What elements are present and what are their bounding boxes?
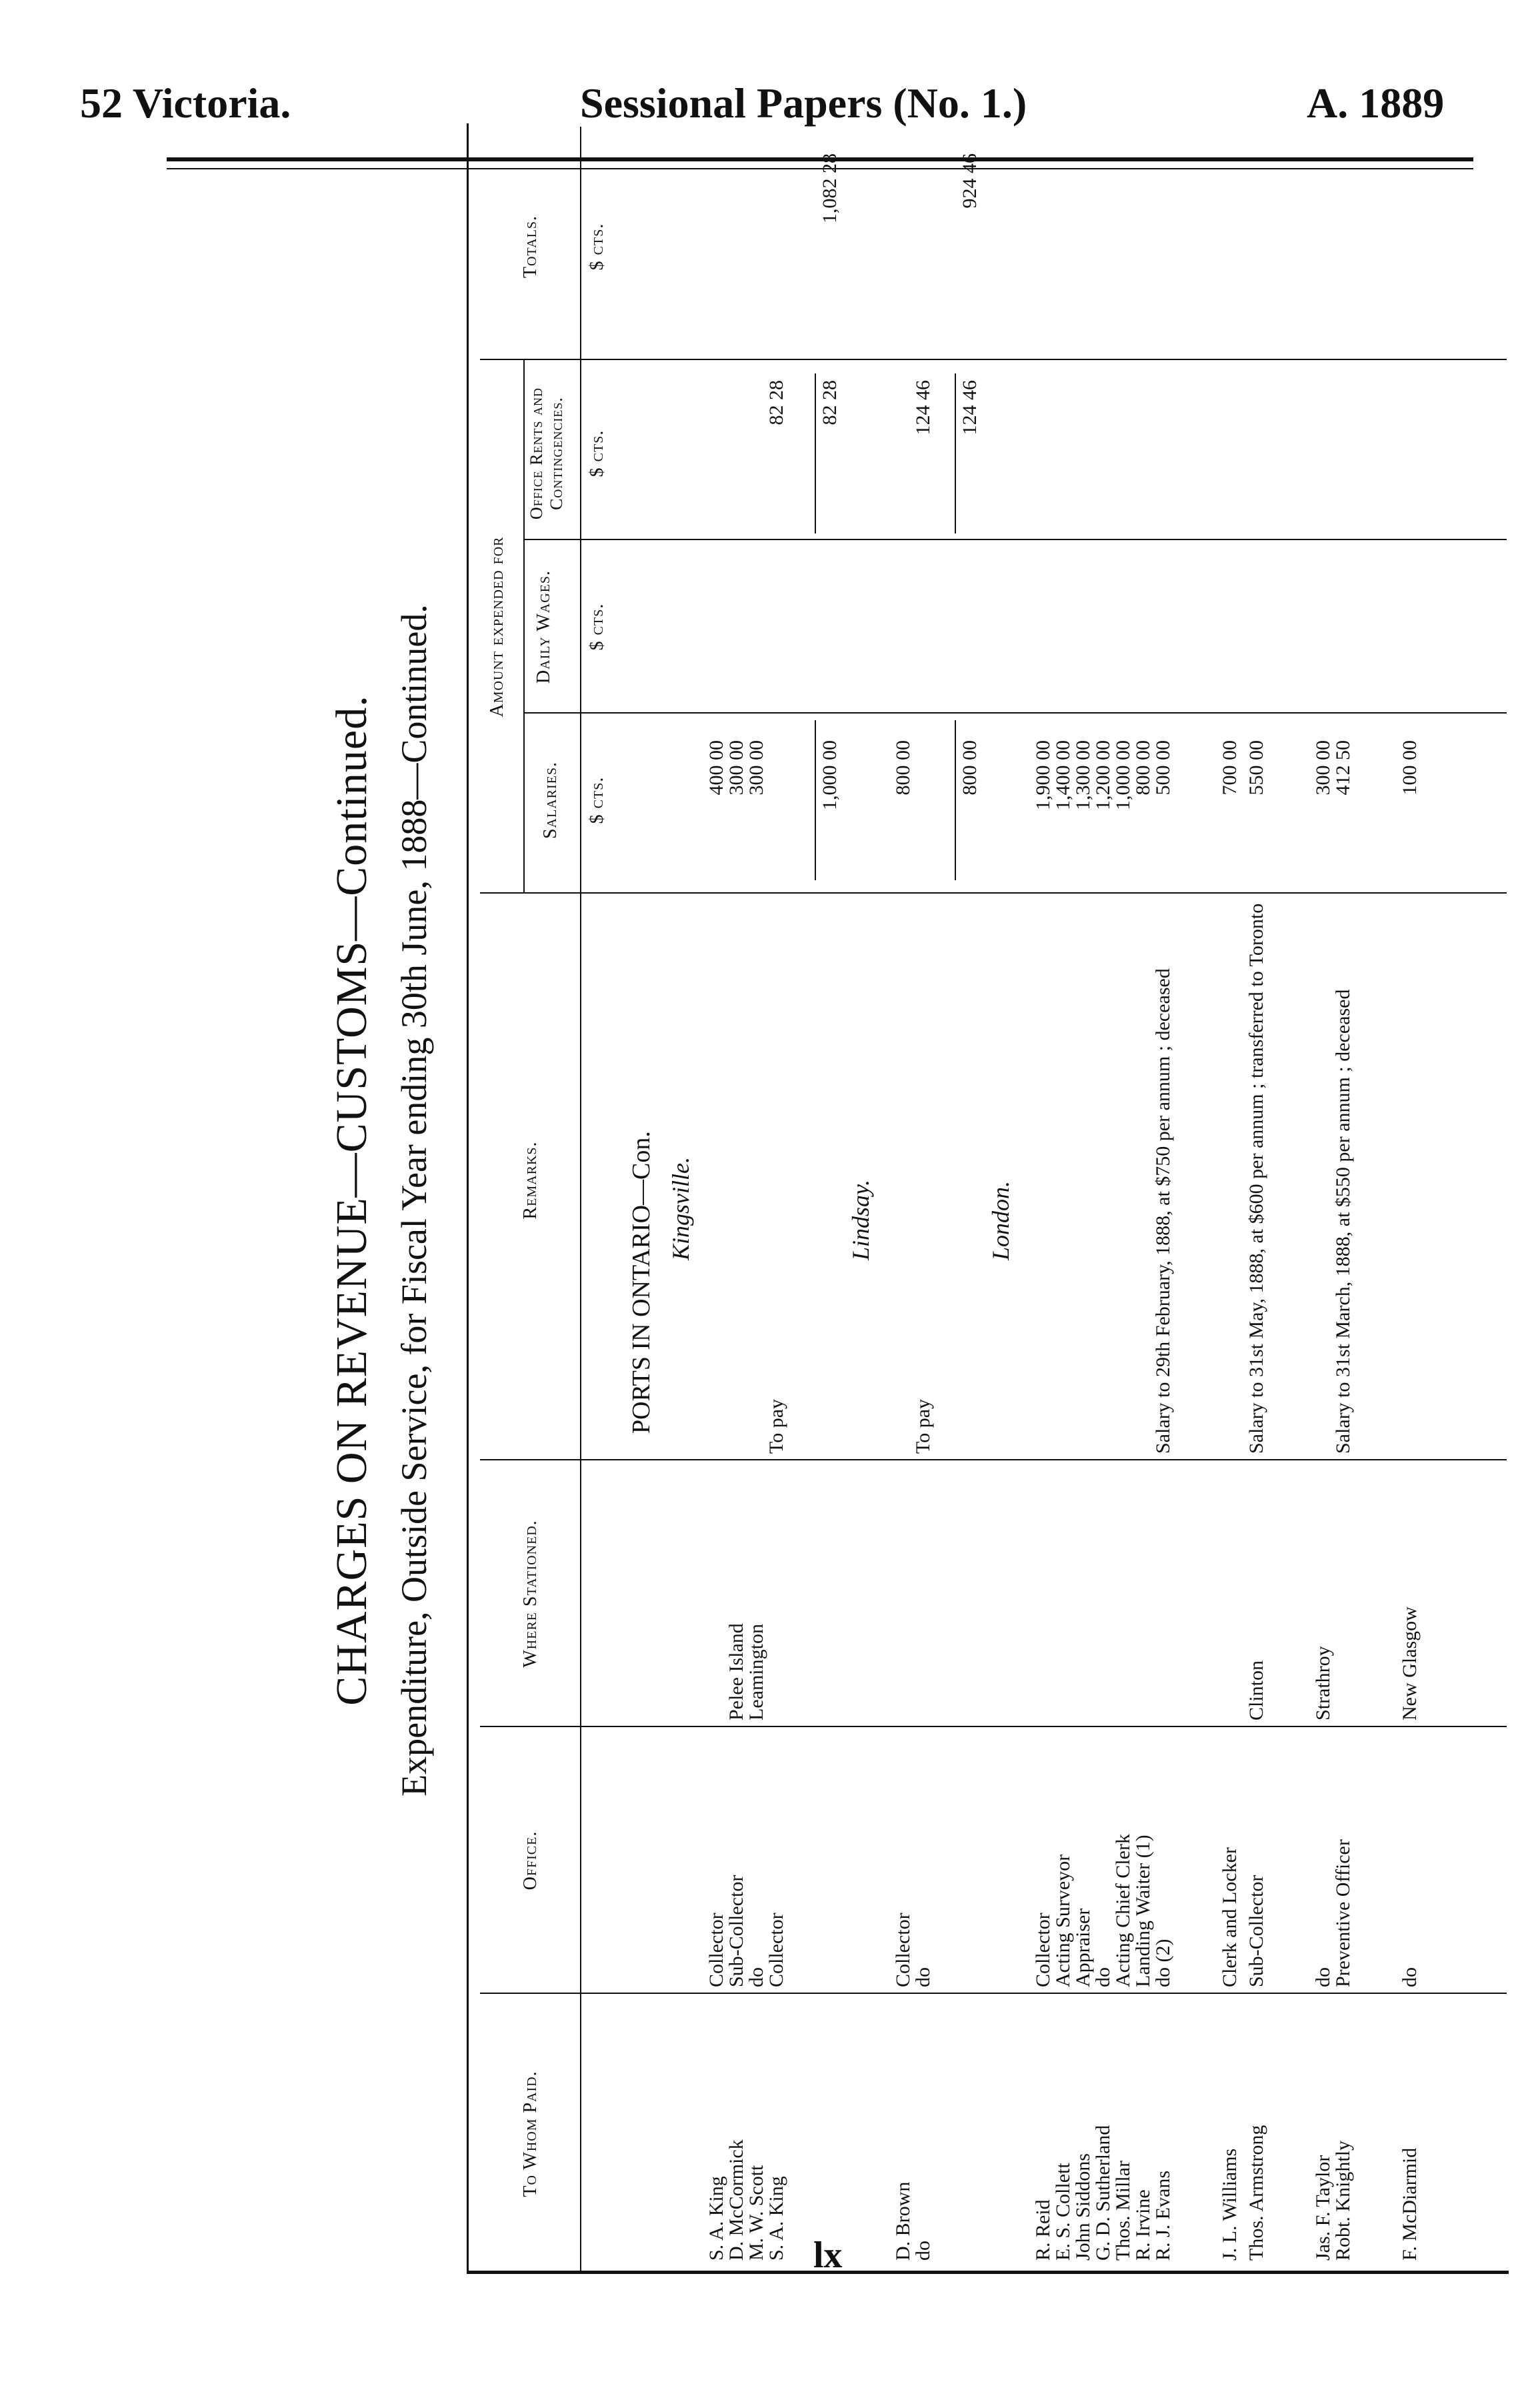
office-cell: do xyxy=(1092,1967,1114,1987)
office-cell: Collector xyxy=(765,1913,787,1987)
col-rule-6 xyxy=(523,539,1507,540)
payee-name: F. McDiarmid xyxy=(1399,2147,1421,2261)
table-row xyxy=(707,127,727,2274)
table-row xyxy=(1220,127,1240,2274)
landscape-table xyxy=(267,100,1533,2301)
header-bottom-rule xyxy=(580,127,581,2274)
remarks-cell: Salary to 31st May, 1888, at $600 per annum ; transferred to Toronto xyxy=(1245,903,1267,1454)
header-to-whom-paid: To Whom Paid. xyxy=(520,2071,541,2197)
salary-cell: 800 00 xyxy=(892,740,914,796)
header-where-stationed: Where Stationed. xyxy=(520,1520,541,1668)
salary-cell: 1,200 00 xyxy=(1092,740,1114,810)
header-office-rents: Office Rents and Contingencies. xyxy=(527,387,566,520)
salary-cell: 300 00 xyxy=(1312,740,1334,796)
payee-name: John Siddons xyxy=(1072,2153,1094,2261)
office-cell: do xyxy=(745,1967,767,1987)
payee-name: M. W. Scott xyxy=(745,2165,767,2261)
totals-cell: 924 46 xyxy=(959,153,981,209)
where-stationed-cell: Clinton xyxy=(1245,1660,1267,1720)
office-rents-cell: 124 46 xyxy=(912,380,934,435)
running-head-left: 52 Victoria. xyxy=(80,79,291,127)
table-row xyxy=(1133,127,1153,2274)
running-head-center: Sessional Papers (No. 1.) xyxy=(580,79,1027,127)
remarks-cell: Salary to 31st March, 1888, at $550 per annum ; deceased xyxy=(1332,989,1354,1454)
payee-name: S. A. King xyxy=(765,2176,787,2261)
place-kingsville: Kingsville. xyxy=(667,1157,694,1260)
salary-cell: 100 00 xyxy=(1399,740,1421,796)
table-row xyxy=(820,127,840,2274)
office-cell: Preventive Officer xyxy=(1332,1839,1354,1987)
table-row xyxy=(1247,127,1267,2274)
running-head-right: A. 1889 xyxy=(1307,79,1445,127)
office-cell: Sub-Collector xyxy=(725,1875,747,1987)
payee-name: S. A. King xyxy=(705,2176,727,2261)
table-row xyxy=(1093,127,1113,2274)
office-rents-cell: 82 28 xyxy=(819,380,841,425)
place-london: London. xyxy=(987,1180,1014,1260)
table-row xyxy=(1313,127,1333,2274)
amount-header-rule xyxy=(523,360,525,894)
table-row xyxy=(1333,127,1353,2274)
office-rents-units: $ cts. xyxy=(587,429,607,477)
payee-name: Thos. Armstrong xyxy=(1245,2125,1267,2261)
payee-name: E. S. Collett xyxy=(1052,2163,1074,2261)
header-salaries: Salaries. xyxy=(540,762,561,840)
header-daily-wages: Daily Wages. xyxy=(533,569,554,684)
office-cell: do xyxy=(1312,1967,1334,1987)
office-cell: Appraiser xyxy=(1072,1908,1094,1987)
table-row xyxy=(727,127,747,2274)
where-stationed-cell: Strathroy xyxy=(1312,1646,1334,1720)
folio: lx xyxy=(813,2235,843,2276)
payee-name: R. Irvine xyxy=(1132,2189,1154,2261)
remarks-cell: Salary to 29th February, 1888, at $750 per annum ; deceased xyxy=(1152,968,1174,1454)
payee-name: R. J. Evans xyxy=(1152,2171,1174,2261)
office-cell: do (2) xyxy=(1152,1939,1174,1987)
office-cell: Acting Chief Clerk xyxy=(1112,1834,1134,1987)
salary-cell: 1,300 00 xyxy=(1072,740,1094,810)
salary-cell: 1,000 00 xyxy=(1112,740,1134,810)
payee-name: Robt. Knightly xyxy=(1332,2140,1354,2261)
daily-wages-units: $ cts. xyxy=(587,603,607,651)
table-row xyxy=(1033,127,1053,2274)
table-row xyxy=(1073,127,1093,2274)
salary-cell: 400 00 xyxy=(705,740,727,796)
salary-cell: 412 50 xyxy=(1332,740,1354,796)
lindsay-subtotal-rule xyxy=(955,720,956,880)
where-stationed-cell: Pelee Island xyxy=(725,1623,747,1720)
table-row xyxy=(1113,127,1133,2274)
salary-cell: 500 00 xyxy=(1152,740,1174,796)
salary-cell: 1,900 00 xyxy=(1032,740,1054,810)
table-row xyxy=(913,127,933,2274)
salary-cell: 1,400 00 xyxy=(1052,740,1074,810)
office-cell: Clerk and Locker xyxy=(1219,1847,1241,1987)
table-row xyxy=(1053,127,1073,2274)
salaries-units: $ cts. xyxy=(587,776,607,824)
payee-name: J. L. Williams xyxy=(1219,2148,1241,2261)
header-amount-expended-for: Amount expended for xyxy=(487,536,507,718)
table-row xyxy=(747,127,767,2274)
office-cell: Collector xyxy=(705,1913,727,1987)
header-totals: Totals. xyxy=(520,215,541,278)
payee-name: do xyxy=(912,2241,934,2261)
salary-cell: 550 00 xyxy=(1245,740,1267,796)
place-lindsay: Lindsay. xyxy=(847,1179,874,1260)
col-rule-5 xyxy=(523,712,1507,714)
table-row xyxy=(960,127,980,2274)
salary-cell: 700 00 xyxy=(1219,740,1241,796)
salary-cell: 300 00 xyxy=(745,740,767,796)
salary-cell: 800 00 xyxy=(959,740,981,796)
totals-cell: 1,082 28 xyxy=(819,153,841,223)
salary-cell: 300 00 xyxy=(725,740,747,796)
payee-name: G. D. Sutherland xyxy=(1092,2125,1114,2261)
remarks-cell: To pay xyxy=(765,1398,787,1454)
table-row xyxy=(893,127,913,2274)
payee-name: Thos. Millar xyxy=(1112,2161,1134,2261)
table-row xyxy=(1153,127,1173,2274)
header-remarks: Remarks. xyxy=(520,1141,541,1220)
kingsville-subtotal-rule xyxy=(815,720,816,880)
remarks-cell: To pay xyxy=(912,1398,934,1454)
where-stationed-cell: New Glasgow xyxy=(1399,1606,1421,1720)
office-cell: Acting Surveyor xyxy=(1052,1854,1074,1987)
payee-name: D. McCormick xyxy=(725,2139,747,2261)
section-title: PORTS IN ONTARIO—Con. xyxy=(627,1131,655,1434)
table-title: CHARGES ON REVENUE—CUSTOMS—Continued. xyxy=(327,695,376,1706)
salary-cell: 800 00 xyxy=(1132,740,1154,796)
office-cell: Sub-Collector xyxy=(1245,1875,1267,1987)
payee-name: R. Reid xyxy=(1032,2199,1054,2261)
office-rents-cell: 82 28 xyxy=(765,380,787,425)
office-cell: Collector xyxy=(892,1913,914,1987)
kingsville-ofr-subtotal-rule xyxy=(815,373,816,533)
office-cell: Collector xyxy=(1032,1913,1054,1987)
salary-cell: 1,000 00 xyxy=(819,740,841,810)
lindsay-ofr-subtotal-rule xyxy=(955,373,956,533)
header-office: Office. xyxy=(520,1831,541,1891)
table-row xyxy=(767,127,787,2274)
table-subtitle: Expenditure, Outside Service, for Fiscal Year ending 30th June, 1888—Continued. xyxy=(394,604,434,1797)
payee-name: D. Brown xyxy=(892,2181,914,2261)
office-rents-cell: 124 46 xyxy=(959,380,981,435)
payee-name: Jas. F. Taylor xyxy=(1312,2155,1334,2261)
office-cell: do xyxy=(912,1967,934,1987)
totals-units: $ cts. xyxy=(587,223,607,271)
where-stationed-cell: Leamington xyxy=(745,1624,767,1720)
office-cell: Landing Waiter (1) xyxy=(1132,1835,1154,1987)
table-row xyxy=(1400,127,1420,2274)
office-cell: do xyxy=(1399,1967,1421,1987)
